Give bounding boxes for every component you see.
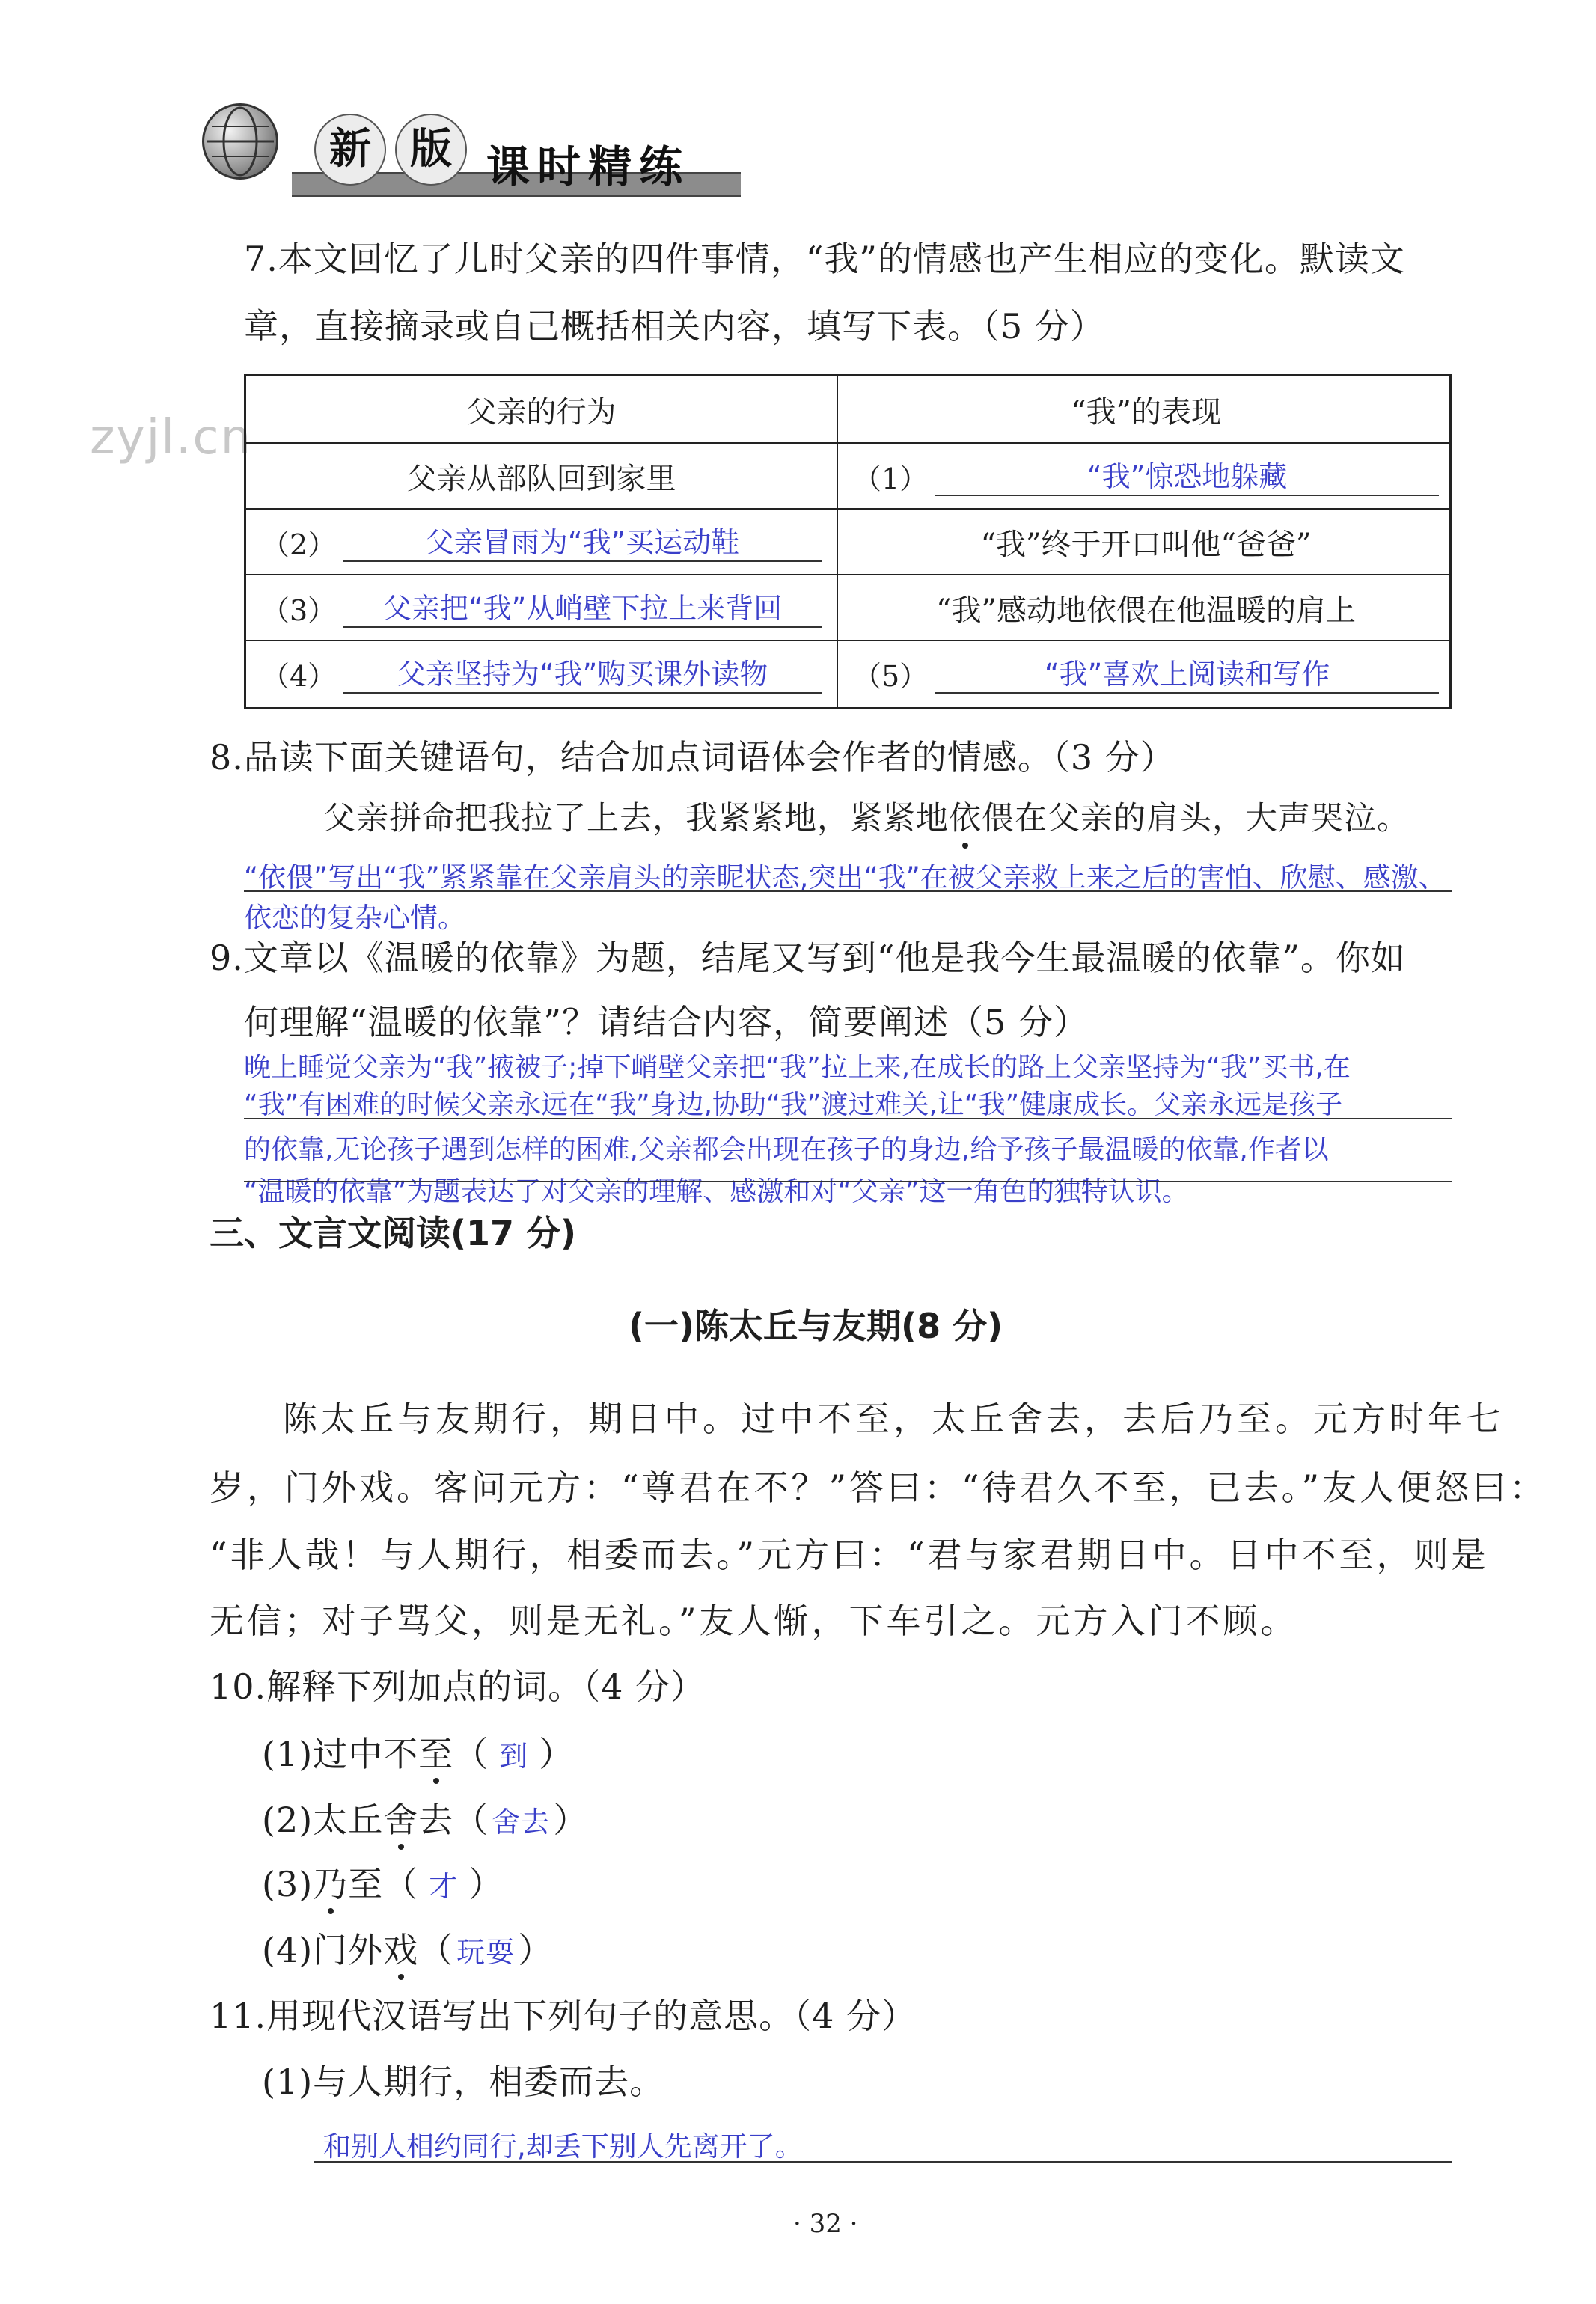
dotted-char: 戏 xyxy=(383,1930,419,1970)
q8-sentence-after: 偎在父亲的肩头，大声哭泣。 xyxy=(982,800,1410,837)
item-number: (4) xyxy=(262,1930,314,1970)
q7-line1: 7.本文回忆了儿时父亲的四件事情，“我”的情感也产生相应的变化。默读文 xyxy=(244,239,1405,279)
table-cell-me xyxy=(838,444,1454,508)
q9-line2: 何理解“温暖的依靠”？请结合内容，简要阐述（5 分） xyxy=(244,1002,1089,1042)
item-text: 至 xyxy=(348,1864,384,1904)
blank-number: （4） xyxy=(261,659,337,693)
table-cell-father: 父亲从部队回到家里 xyxy=(406,461,676,496)
q11-question: 11.用现代汉语写出下列句子的意思。（4 分） xyxy=(210,1996,917,2036)
table-header-me: “我”的表现 xyxy=(1071,394,1221,430)
header-badge-2: 版 xyxy=(395,114,467,186)
passage-line: 岁，门外戏。客问元方：“尊君在不？”答曰：“待君久不至，已去。”友人便怒曰： xyxy=(210,1467,1547,1508)
page-header xyxy=(202,75,741,202)
dotted-char: 乃 xyxy=(313,1864,349,1904)
q10-item: (3)乃至（ 才 ） xyxy=(262,1864,504,1904)
table-cell-father xyxy=(246,641,837,706)
q10-item: (2)太丘舍去（ 舍去） xyxy=(262,1800,589,1840)
passage-line: “非人哉！与人期行，相委而去。”元方曰：“君与家君期日中。日中不至，则是 xyxy=(210,1535,1489,1575)
item-text: 去 xyxy=(418,1800,454,1840)
q9-answer-line1: 晚上睡觉父亲为“我”掖被子;掉下峭壁父亲把“我”拉上来,在成长的路上父亲坚持为“我”买书,在 xyxy=(244,1052,1351,1083)
blank-number: （3） xyxy=(261,593,337,627)
answer-underline xyxy=(244,890,1452,892)
q9-line1: 9.文章以《温暖的依靠》为题，结尾又写到“他是我今生最温暖的依靠”。你如 xyxy=(210,938,1406,978)
answer-blank-3: 父亲把“我”从峭壁下拉上来背回 xyxy=(343,587,822,628)
table-row xyxy=(246,574,1449,640)
answer-underline xyxy=(314,2161,1452,2163)
q9-answer-line3: 的依靠,无论孩子遇到怎样的困难,父亲都会出现在孩子的身边,给予孩子最温暖的依靠,作者以 xyxy=(244,1134,1329,1165)
q10-question: 10.解释下列加点的词。（4 分） xyxy=(210,1666,706,1707)
answer-blank-4: 父亲坚持为“我”购买课外读物 xyxy=(343,653,822,694)
q8-answer-line2: 依恋的复杂心情。 xyxy=(244,902,465,934)
table-row xyxy=(246,508,1449,574)
item-number: (2) xyxy=(262,1800,314,1840)
dotted-char: 舍 xyxy=(383,1800,419,1840)
section-subtitle: (一)陈太丘与友期(8 分) xyxy=(629,1306,1003,1346)
section-title: 三、文言文阅读(17 分) xyxy=(210,1213,577,1253)
answer-underline xyxy=(244,1181,1452,1182)
passage-line: 陈太丘与友期行，期日中。过中不至，太丘舍去，去后乃至。元方时年七 xyxy=(283,1399,1504,1439)
q10-item: (1)过中不至（ 到 ） xyxy=(262,1734,575,1774)
table-cell-me xyxy=(838,641,1454,706)
table-cell-me: “我”感动地依偎在他温暖的肩上 xyxy=(936,593,1356,628)
q8-question: 8.品读下面关键语句，结合加点词语体会作者的情感。（3 分） xyxy=(210,737,1175,777)
q9-answer-line4: “温暖的依靠”为题表达了对父亲的理解、感激和对“父亲”这一角色的独特认识。 xyxy=(244,1176,1189,1207)
q7-line2: 章，直接摘录或自己概括相关内容，填写下表。（5 分） xyxy=(244,306,1105,346)
q7-table xyxy=(244,374,1452,709)
answer-blank-1: “我”惊恐地躲藏 xyxy=(935,456,1439,496)
q8-dotted-char: 依 xyxy=(949,798,982,840)
q11-answer: 和别人相约同行,却丢下别人先离开了。 xyxy=(323,2130,803,2163)
table-cell-father xyxy=(246,575,837,640)
table-cell-me: “我”终于开口叫他“爸爸” xyxy=(980,527,1312,562)
item-text: 太丘 xyxy=(313,1800,384,1840)
q8-sentence-before: 父亲拼命把我拉了上去，我紧紧地，紧紧地 xyxy=(323,800,949,837)
table-row xyxy=(246,442,1449,508)
watermark: zyjl.cn xyxy=(90,410,253,465)
item-number: (1) xyxy=(262,1734,314,1774)
header-badge-1: 新 xyxy=(314,114,386,186)
q11-item: (1)与人期行，相委而去。 xyxy=(262,2062,665,2102)
q10-answer-4: 玩耍 xyxy=(456,1936,516,1969)
item-text: 门外 xyxy=(313,1930,384,1970)
q8-sentence xyxy=(323,798,1410,840)
q10-answer-3: 才 xyxy=(429,1870,459,1903)
q8-answer-line1: “依偎”写出“我”紧紧靠在父亲肩头的亲昵状态,突出“我”在被父亲救上来之后的害怕、欣慰、感激、 xyxy=(244,861,1446,893)
blank-number: （5） xyxy=(853,659,929,693)
globe-icon xyxy=(202,103,278,180)
blank-number: （2） xyxy=(261,528,337,561)
item-text: 过中不 xyxy=(313,1734,419,1774)
header-title: 课时精练 xyxy=(486,141,691,192)
table-header-row xyxy=(246,376,1449,442)
passage-line: 无信；对子骂父，则是无礼。”友人惭，下车引之。元方入门不顾。 xyxy=(210,1601,1298,1641)
answer-blank-5: “我”喜欢上阅读和写作 xyxy=(935,653,1439,694)
table-header-father: 父亲的行为 xyxy=(466,394,617,430)
q10-item: (4)门外戏（ 玩耍） xyxy=(262,1930,554,1970)
item-number: (3) xyxy=(262,1864,314,1904)
page-number: · 32 · xyxy=(793,2209,858,2239)
q9-answer-line2: “我”有困难的时候父亲永远在“我”身边,协助“我”渡过难关,让“我”健康成长。父亲永远是孩子 xyxy=(244,1090,1343,1120)
table-row xyxy=(246,640,1449,706)
table-cell-father xyxy=(246,510,837,574)
answer-underline xyxy=(244,1118,1452,1119)
q10-answer-1: 到 xyxy=(499,1740,529,1773)
blank-number: （1） xyxy=(853,462,929,495)
q10-answer-2: 舍去 xyxy=(492,1806,551,1839)
answer-blank-2: 父亲冒雨为“我”买运动鞋 xyxy=(343,522,822,562)
dotted-char: 至 xyxy=(418,1734,454,1774)
